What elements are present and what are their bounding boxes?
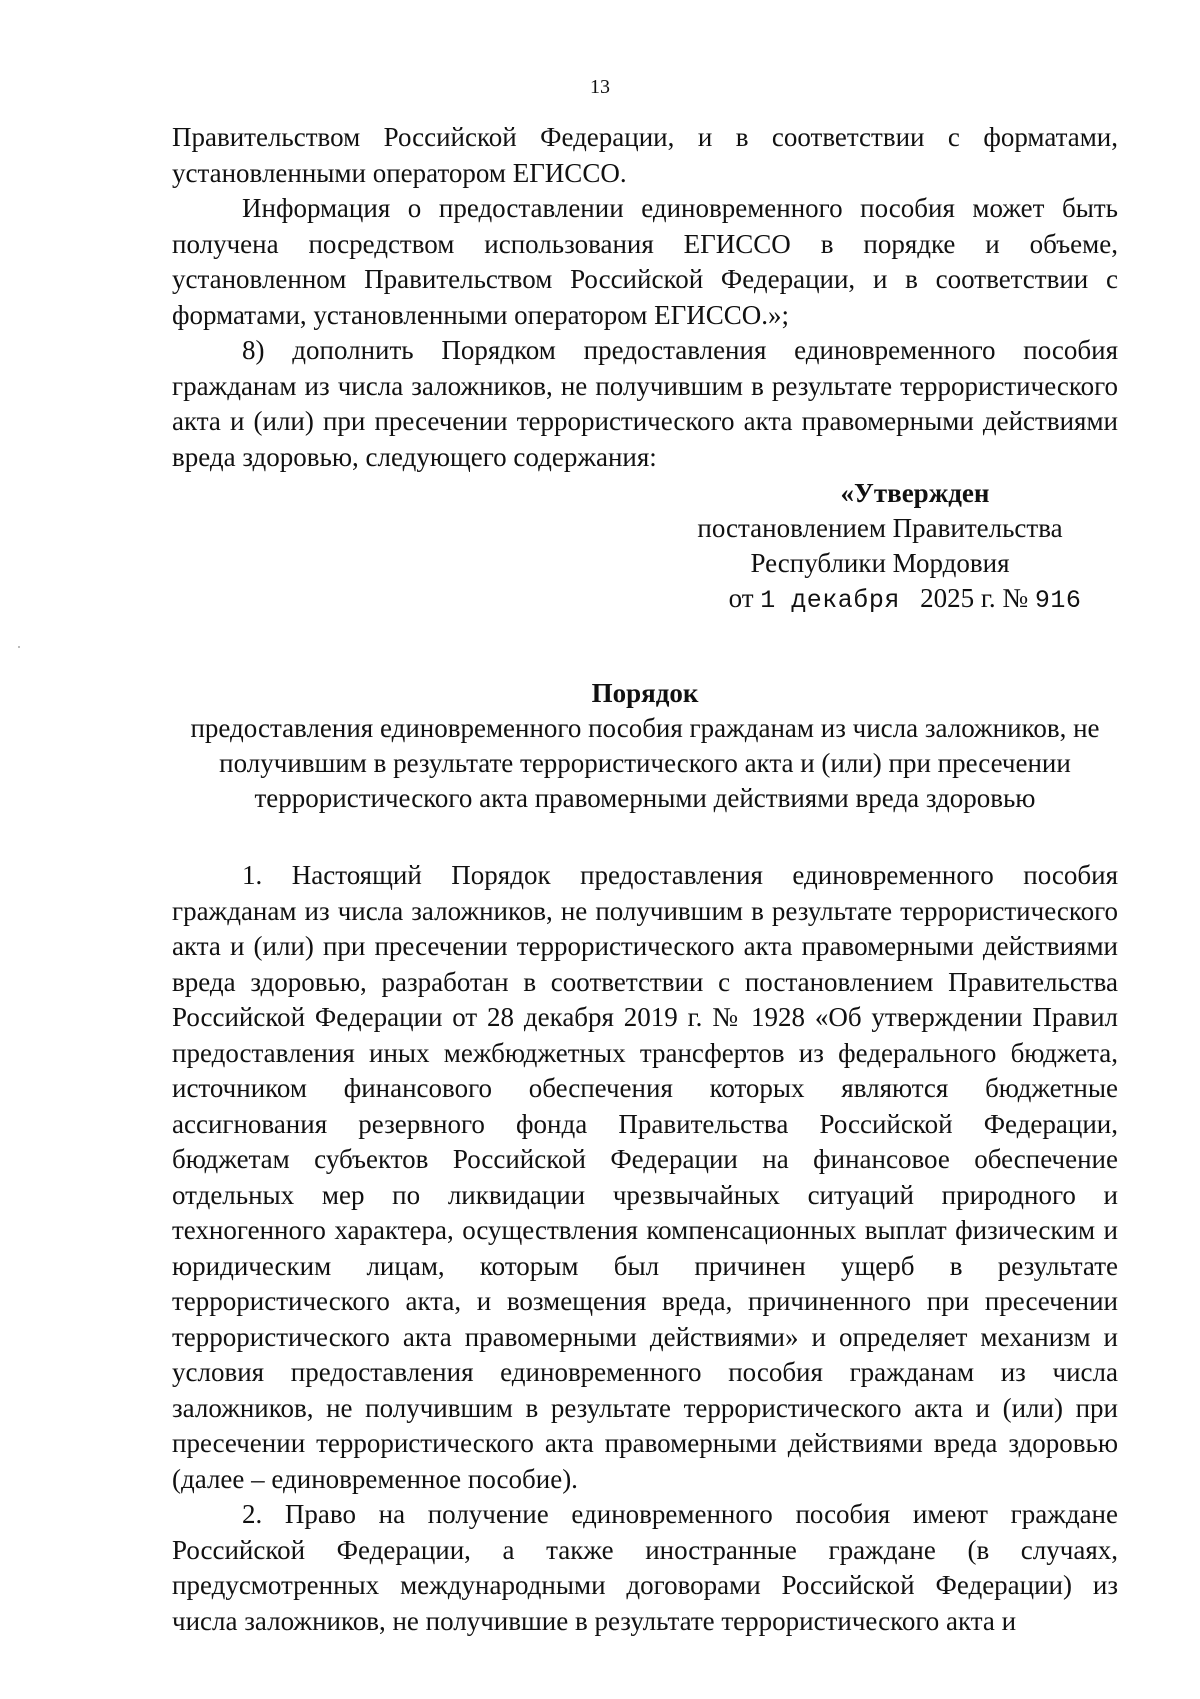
approval-number-value: 916 — [1034, 586, 1082, 615]
intro-continuation-paragraph: Правительством Российской Федерации, и в соответствии с форматами, установленными оператором ЕГИССО. — [172, 122, 1118, 188]
approval-date-value: 1 декабря — [760, 586, 900, 615]
approval-line-1: постановлением Правительства — [697, 513, 1063, 543]
page-number: 13 — [590, 76, 610, 98]
heading-subtitle: предоставления единовременного пособия гражданам из числа заложников, не получившим в результате террористического акта и (или) при пресечении террористического акта правомерными действиями вреда здоровью — [190, 713, 1100, 813]
scan-artifact — [18, 646, 20, 648]
approval-date-prefix: от — [728, 583, 754, 613]
approval-title: «Утвержден — [840, 478, 990, 508]
approval-date-line — [650, 581, 1110, 618]
approval-stamp-block — [650, 476, 1110, 618]
body-paragraph-1: 1. Настоящий Порядок предоставления единовременного пособия гражданам из числа заложников, не получившим в результате террористического акта и (или) при пресечении террористического акта правомерными действиями вреда здоровью, разработан в соответствии с постановлением Правительства Российской Федерации от 28 декабря 2019 г. № 1928 «Об утверждении Правил предоставления иных межбюджетных трансфертов из федерального бюджета, источником финансового обеспечения которых являются бюджетные ассигнования резервного фонда Правительства Российской Федерации, бюджетам субъектов Российской Федерации на финансовое обеспечение отдельных мер по ликвидации чрезвычайных ситуаций природного и техногенного характера, осуществления компенсационных выплат физическим и юридическим лицам, которым был причинен ущерб в результате террористического акта, и возмещения вреда, причиненного при пресечении террористического акта правомерными действиями» и определяет механизм и условия предоставления единовременного пособия гражданам из числа заложников, не получившим в результате террористического акта и (или) при пресечении террористического акта правомерными действиями вреда здоровью (далее – единовременное пособие). — [172, 860, 1118, 1494]
heading-title: Порядок — [591, 678, 699, 708]
intro-item8-paragraph: 8) дополнить Порядком предоставления единовременного пособия гражданам из числа заложников, не получившим в результате террористического акта и (или) при пресечении террористического акта правомерными действиями вреда здоровью, следующего содержания: — [172, 335, 1118, 472]
body-section — [172, 858, 1118, 1639]
body-paragraph-2: 2. Право на получение единовременного пособия имеют граждане Российской Федерации, а также иностранные граждане (в случаях, предусмотренных международными договорами Российской Федерации) из числа заложников, не получившие в результате террористического акта и — [172, 1499, 1118, 1636]
approval-year: 2025 г. № — [920, 583, 1029, 613]
intro-info-paragraph: Информация о предоставлении единовременного пособия может быть получена посредством использования ЕГИССО в порядке и объеме, установленном Правительством Российской Федерации, и в соответствии с форматами, установленными оператором ЕГИССО.»; — [172, 193, 1118, 330]
approval-line-2: Республики Мордовия — [750, 548, 1010, 578]
intro-section — [172, 120, 1118, 475]
document-heading — [172, 676, 1118, 816]
